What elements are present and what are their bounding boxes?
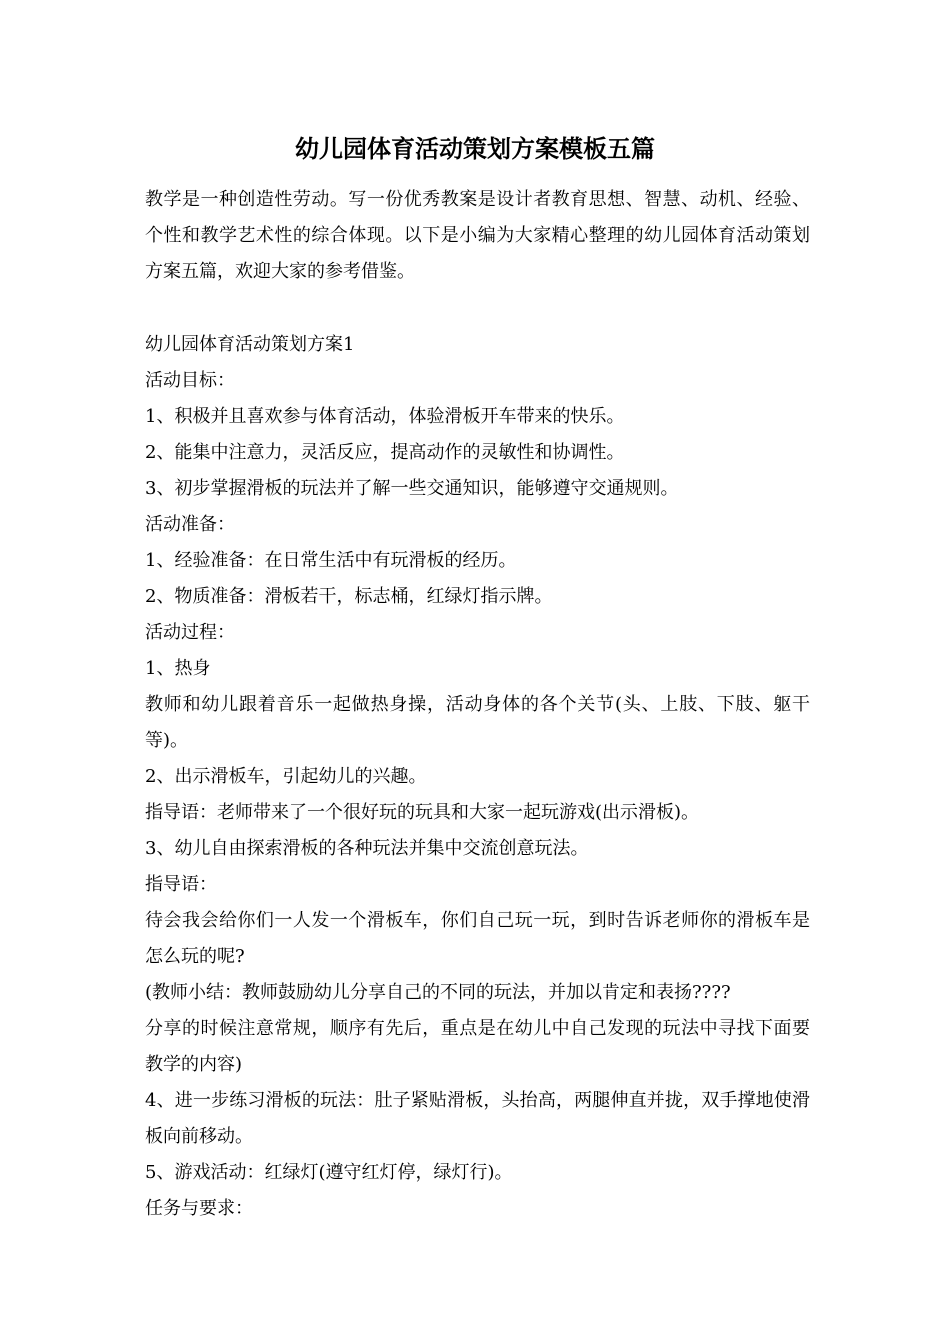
paragraph: 2、物质准备：滑板若干，标志桶，红绿灯指示牌。 [145, 586, 553, 607]
subheading-process: 活动过程： [145, 622, 235, 643]
paragraph: 教师和幼儿跟着音乐一起做热身操，活动身体的各个关节(头、上肢、下肢、躯干等)。 [145, 694, 810, 751]
section-heading: 幼儿园体育活动策划方案1 [145, 334, 355, 355]
paragraph: 待会我会给你们一人发一个滑板车，你们自己玩一玩，到时告诉老师你的滑板车是怎么玩的呢? [145, 910, 810, 967]
paragraph: 任务与要求： [145, 1198, 253, 1219]
paragraph: (教师小结：教师鼓励幼儿分享自己的不同的玩法，并加以肯定和表扬???? [145, 982, 731, 1003]
paragraph: 3、幼儿自由探索滑板的各种玩法并集中交流创意玩法。 [145, 838, 589, 859]
paragraph: 1、经验准备：在日常生活中有玩滑板的经历。 [145, 550, 517, 571]
paragraph: 1、热身 [145, 658, 211, 679]
paragraph: 1、积极并且喜欢参与体育活动，体验滑板开车带来的快乐。 [145, 406, 625, 427]
paragraph: 指导语： [145, 874, 217, 895]
paragraph: 2、能集中注意力，灵活反应，提高动作的灵敏性和协调性。 [145, 442, 625, 463]
paragraph: 分享的时候注意常规，顺序有先后，重点是在幼儿中自己发现的玩法中寻找下面要教学的内容) [145, 1018, 810, 1075]
document-title: 幼儿园体育活动策划方案模板五篇 [295, 134, 655, 163]
document-body [145, 327, 810, 1227]
paragraph: 4、进一步练习滑板的玩法：肚子紧贴滑板，头抬高，两腿伸直并拢，双手撑地使滑板向前移动。 [145, 1090, 810, 1147]
paragraph: 指导语：老师带来了一个很好玩的玩具和大家一起玩游戏(出示滑板)。 [145, 802, 700, 823]
subheading-preparation: 活动准备： [145, 514, 235, 535]
paragraph: 2、出示滑板车，引起幼儿的兴趣。 [145, 766, 427, 787]
subheading-goals: 活动目标： [145, 370, 235, 391]
paragraph: 5、游戏活动：红绿灯(遵守红灯停，绿灯行)。 [145, 1162, 513, 1183]
intro-paragraph: 教学是一种创造性劳动。写一份优秀教案是设计者教育思想、智慧、动机、经验、个性和教学艺术性的综合体现。以下是小编为大家精心整理的幼儿园体育活动策划方案五篇，欢迎大家的参考借鉴。 [145, 189, 810, 282]
paragraph: 3、初步掌握滑板的玩法并了解一些交通知识，能够遵守交通规则。 [145, 478, 679, 499]
